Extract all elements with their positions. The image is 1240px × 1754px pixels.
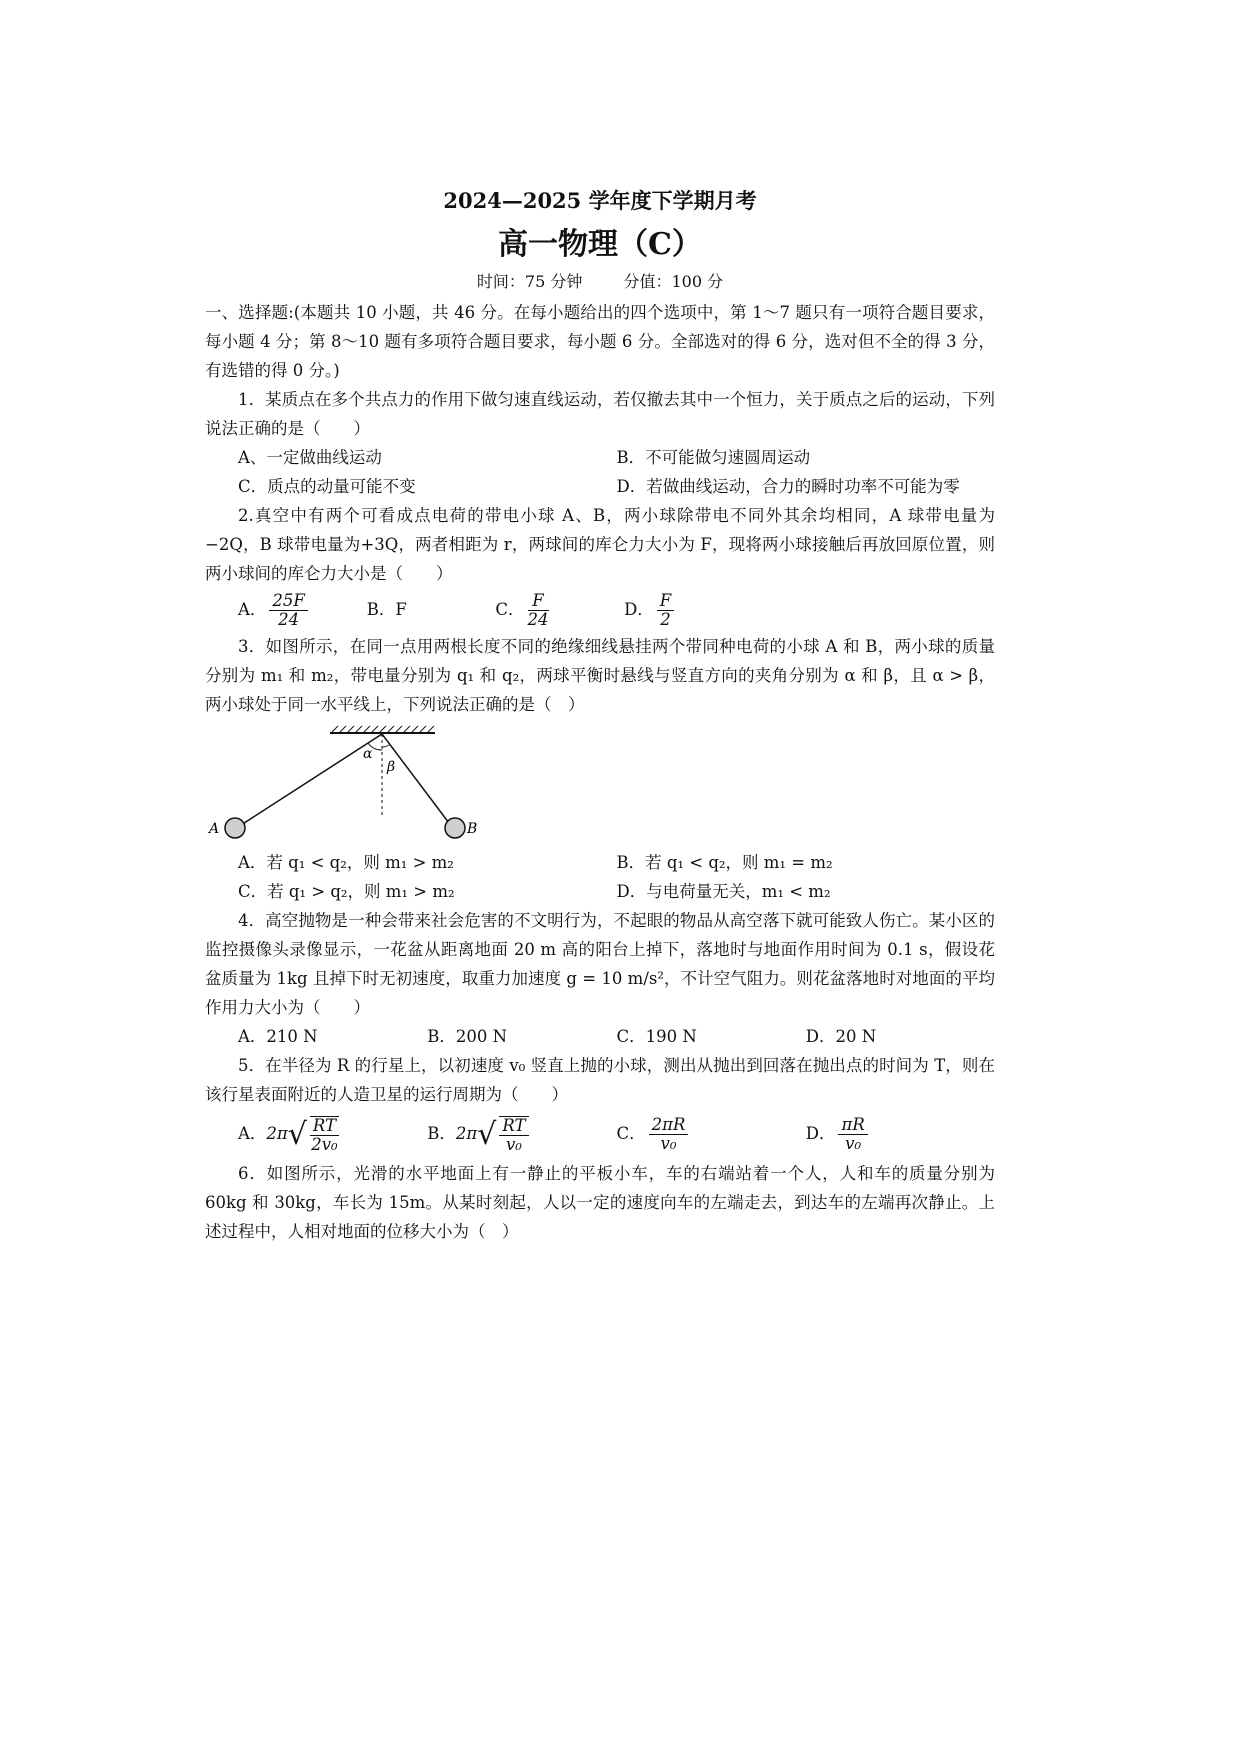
q5-option-a (238, 1109, 427, 1159)
q5-b-fraction (499, 1116, 528, 1154)
pendulum-diagram (205, 723, 535, 848)
q2-d-fraction (657, 592, 674, 629)
q2-c-label: C． (495, 600, 525, 619)
q5-b-label: B． (427, 1124, 456, 1143)
q5-option-d (806, 1109, 995, 1159)
label-b: B (467, 821, 478, 837)
q1-option-b: B．不可能做匀速圆周运动 (616, 448, 811, 467)
question-4-text: 4．高空抛物是一种会带来社会危害的不文明行为，不起眼的物品从高空落下就可能致人伤亡。某小区的监控摄像头录像显示，一花盆从距离地面 20 m 高的阳台上掉下，落地时与地面作用时间为 0.1 s，假设花盆质量为 1kg 且掉下时无初速度，取重力加速度 g = 10 m/s²，不计空气阻力。则花盆落地时对地面的平均作用力大小为（ ） (205, 911, 995, 1017)
q4-option-b: B．200 N (427, 1027, 508, 1046)
q2-a-label: A． (238, 600, 267, 619)
exam-term-title: 2024—2025 学年度下学期月考 (443, 188, 757, 213)
exam-subject-title: 高一物理（C） (498, 227, 702, 262)
q3-option-a: A．若 q₁ < q₂，则 m₁ > m₂ (238, 853, 454, 872)
ball-b (445, 818, 465, 838)
radical-sign: √ (287, 1116, 307, 1152)
question-6-text: 6．如图所示，光滑的水平地面上有一静止的平板小车，车的右端站着一个人，人和车的质量分别为 60kg 和 30kg，车长为 15m。从某时刻起，人以一定的速度向车的左端走去，到达车的左端再次静止。上述过程中，人相对地面的位移大小为（ ） (205, 1164, 995, 1241)
q5-b-den: v₀ (505, 1134, 522, 1154)
q5-option-b (427, 1109, 616, 1159)
q3-option-b: B．若 q₁ < q₂，则 m₁ = m₂ (616, 853, 833, 872)
q2-c-den: 24 (527, 610, 549, 629)
q4-option-c: C．190 N (616, 1027, 697, 1046)
q1-option-a: A、一定做曲线运动 (238, 448, 382, 467)
q5-b-sqrt (477, 1116, 531, 1154)
question-2-text: 2.真空中有两个可看成点电荷的带电小球 A、B，两小球除带电不同外其余均相同，A 球带电量为−2Q，B 球带电量为+3Q，两者相距为 r，两球间的库仑力大小为 F，现将两小球接触后再放回原位置，则两小球间的库仑力大小是（ ） (205, 506, 995, 583)
ceiling-hatch (332, 726, 434, 732)
q5-a-label: A． (238, 1124, 267, 1143)
q2-c-num: F (528, 592, 549, 611)
q5-option-c (617, 1109, 806, 1159)
q4-option-d: D．20 N (805, 1027, 877, 1046)
q2-c-fraction (528, 592, 549, 629)
exam-meta (205, 269, 995, 292)
exam-page (205, 185, 995, 1246)
q5-c-fraction (649, 1116, 689, 1153)
string-b (382, 734, 452, 827)
q5-d-fraction (838, 1116, 867, 1153)
question-3-options (205, 848, 995, 906)
q5-b-coef: 2π (455, 1124, 478, 1143)
q3-option-c: C．若 q₁ > q₂，则 m₁ > m₂ (238, 882, 455, 901)
q5-c-label: C． (616, 1124, 646, 1143)
q2-option-a (238, 588, 367, 632)
q5-a-num: RT (310, 1117, 339, 1136)
q5-c-num: 2πR (649, 1116, 689, 1135)
question-1-options (205, 443, 995, 501)
q2-option-d (624, 588, 753, 632)
q5-d-label: D． (805, 1124, 836, 1143)
exam-score: 分值：100 分 (623, 272, 724, 291)
label-a: A (209, 821, 220, 837)
q5-d-num: πR (838, 1116, 867, 1135)
question-4-options (205, 1022, 995, 1051)
exam-time: 时间：75 分钟 (476, 272, 583, 291)
question-3-text: 3．如图所示，在同一点用两根长度不同的绝缘细线悬挂两个带同种电荷的小球 A 和 B，两小球的质量分别为 m₁ 和 m₂，带电量分别为 q₁ 和 q₂，两球平衡时悬线与竖直方向的夹角分别为 α 和 β，且 α > β，两小球处于同一水平线上，下列说法正确的是（ ） (205, 637, 995, 714)
q5-a-sqrt (288, 1116, 342, 1154)
question-5-options (205, 1109, 995, 1159)
q2-option-c (495, 588, 624, 632)
q3-figure (205, 723, 995, 848)
radical-sign: √ (477, 1116, 497, 1152)
q1-option-d: D．若做曲线运动，合力的瞬时功率不可能为零 (616, 477, 960, 496)
q2-d-den: 2 (660, 610, 671, 629)
label-alpha: α (363, 746, 373, 762)
section-instructions: 一、选择题:(本题共 10 小题，共 46 分。在每小题给出的四个选项中，第 1～7 题只有一项符合题目要求，每小题 4 分；第 8～10 题有多项符合题目要求，每小题 6 分。全部选对的得 6 分，选对但不全的得 3 分，有选错的得 0 分。) (205, 303, 995, 380)
q4-option-a: A．210 N (238, 1027, 318, 1046)
q2-d-num: F (657, 592, 674, 611)
ball-a (225, 818, 245, 838)
string-a (238, 734, 382, 827)
q1-option-c: C．质点的动量可能不变 (238, 477, 416, 496)
q5-c-den: v₀ (660, 1134, 677, 1153)
label-beta: β (387, 759, 396, 775)
question-2-options (205, 588, 995, 632)
q3-option-d: D．与电荷量无关，m₁ < m₂ (616, 882, 831, 901)
angle-beta-arc (382, 745, 389, 747)
q5-b-num: RT (499, 1117, 528, 1136)
q2-a-fraction (269, 592, 307, 629)
q2-a-num: 25F (269, 592, 307, 611)
q5-d-den: v₀ (845, 1134, 862, 1153)
q5-a-coef: 2π (266, 1124, 288, 1143)
q5-a-den: 2v₀ (311, 1134, 338, 1154)
question-1-text: 1．某质点在多个共点力的作用下做匀速直线运动，若仅撤去其中一个恒力，关于质点之后的运动，下列说法正确的是（ ） (205, 390, 995, 438)
q2-a-den: 24 (278, 610, 300, 629)
question-5-text: 5．在半径为 R 的行星上，以初速度 v₀ 竖直上抛的小球，测出从抛出到回落在抛出点的时间为 T，则在该行星表面附近的人造卫星的运行周期为（ ） (205, 1056, 995, 1104)
q2-d-label: D． (624, 600, 654, 619)
q2-option-b: B．F (366, 600, 407, 619)
q5-a-fraction (310, 1116, 339, 1154)
